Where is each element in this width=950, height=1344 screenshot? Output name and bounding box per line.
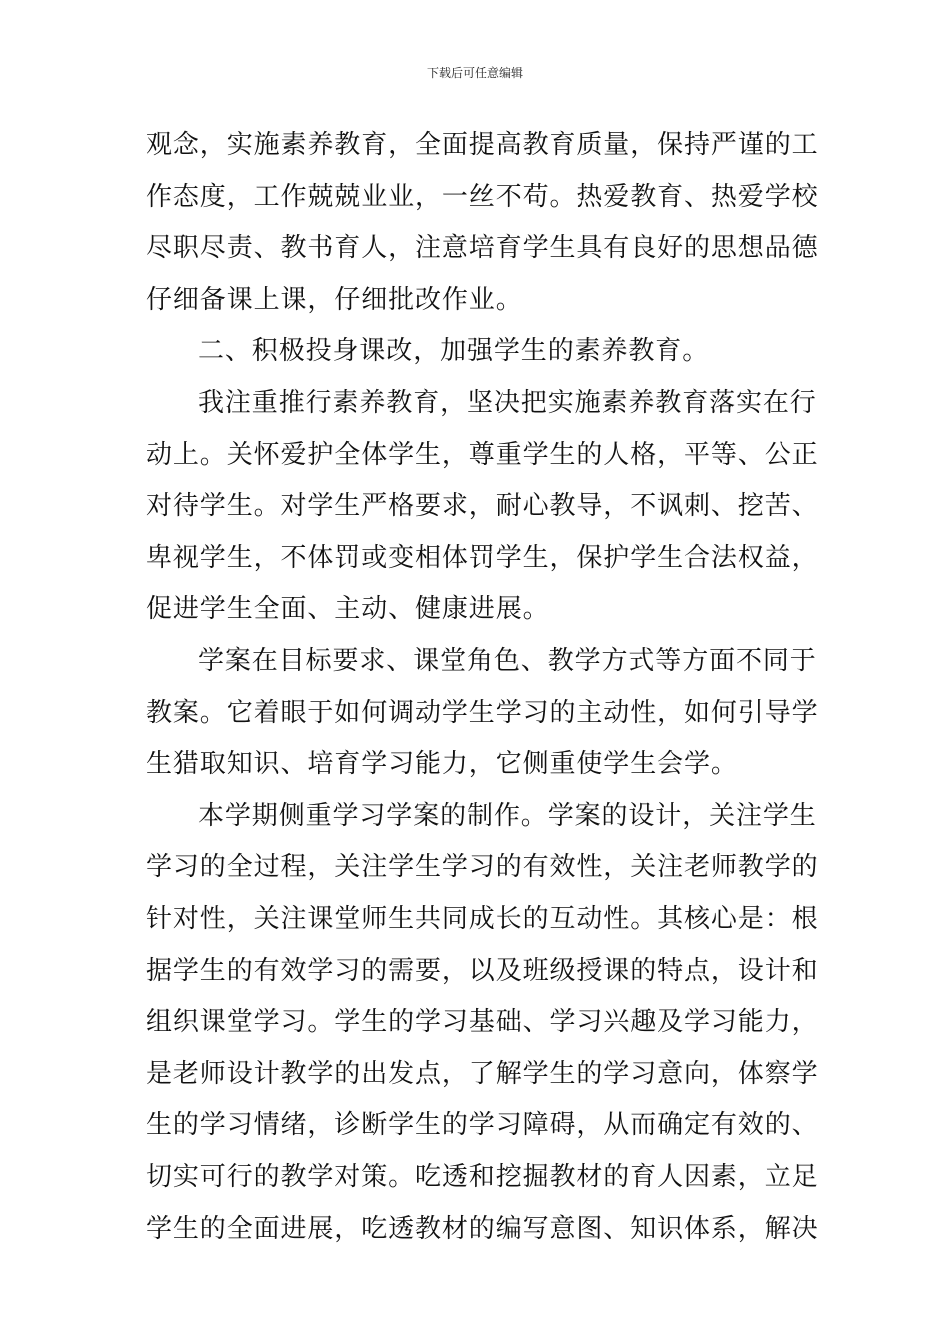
text-line: 生的学习情绪，诊断学生的学习障碍，从而确定有效的、 — [146, 1110, 819, 1140]
text-line: 作态度，工作兢兢业业，一丝不苟。热爱教育、热爱学校 — [146, 182, 819, 212]
text-line: 教案。它着眼于如何调动学生学习的主动性，如何引导学 — [146, 698, 819, 728]
text-line: 本学期侧重学习学案的制作。学案的设计，关注学生 — [198, 801, 817, 831]
text-line: 学案在目标要求、课堂角色、教学方式等方面不同于 — [198, 646, 817, 676]
text-line: 动上。关怀爱护全体学生，尊重学生的人格，平等、公正 — [146, 440, 819, 470]
text-line: 我注重推行素养教育，坚决把实施素养教育落实在行 — [198, 388, 817, 418]
text-line: 尽职尽责、教书育人，注意培育学生具有良好的思想品德 — [146, 233, 819, 263]
page-header: 下载后可任意编辑 — [426, 66, 523, 80]
text-line: 切实可行的教学对策。吃透和挖掘教材的育人因素，立足 — [146, 1162, 819, 1192]
text-line: 针对性，关注课堂师生共同成长的互动性。其核心是：根 — [146, 904, 819, 934]
text-line: 是老师设计教学的出发点，了解学生的学习意向，体察学 — [146, 1059, 819, 1089]
text-line: 组织课堂学习。学生的学习基础、学习兴趣及学习能力， — [146, 1007, 819, 1037]
text-line: 对待学生。对学生严格要求，耐心教导，不讽刺、挖苦、 — [146, 491, 819, 521]
text-line: 二、积极投身课改，加强学生的素养教育。 — [198, 336, 710, 366]
text-line: 促进学生全面、主动、健康进展。 — [146, 594, 550, 624]
text-line: 生猎取知识、培育学习能力，它侧重使学生会学。 — [146, 749, 738, 779]
text-line: 卑视学生，不体罚或变相体罚学生，保护学生合法权益， — [146, 543, 819, 573]
text-line: 学习的全过程，关注学生学习的有效性，关注老师教学的 — [146, 852, 819, 882]
text-line: 观念，实施素养教育，全面提高教育质量，保持严谨的工 — [146, 130, 819, 160]
text-line: 学生的全面进展，吃透教材的编写意图、知识体系，解决 — [146, 1214, 819, 1244]
text-line: 仔细备课上课，仔细批改作业。 — [146, 285, 523, 315]
text-line: 据学生的有效学习的需要，以及班级授课的特点，设计和 — [146, 956, 819, 986]
